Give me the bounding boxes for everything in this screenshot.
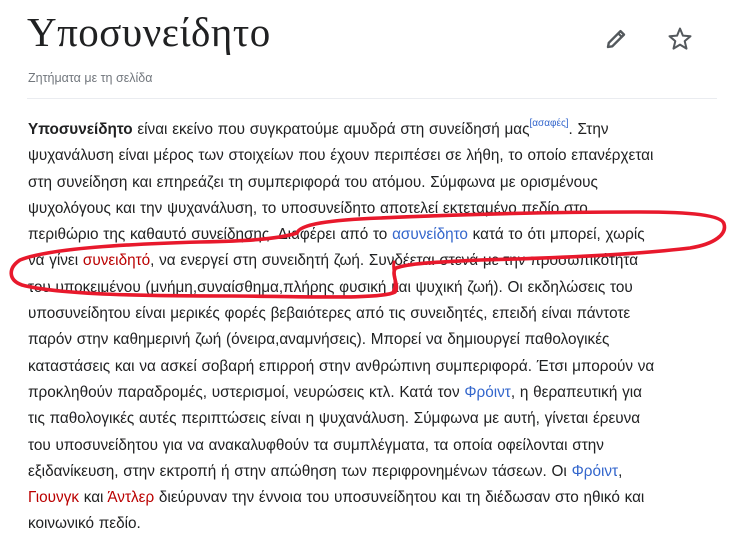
article-text: και	[79, 489, 108, 507]
article-line: κοινωνικό πεδίο.	[28, 515, 141, 533]
article-line	[28, 222, 726, 248]
link-freud-2[interactable]: Φρόιντ	[571, 462, 619, 480]
article-text: εξιδανίκευση, στην εκτροπή ή στην απώθηση των περιφρονημένων τάσεων. Οι	[28, 462, 572, 480]
article-line: του υποσυνείδητου για να ανακαλυφθούν τα συμπλέγματα, τα οποία οφείλονται στην	[28, 436, 604, 454]
article-text: . Στην	[568, 121, 609, 138]
article-line: υποσυνείδητου είναι μερικές φορές βεβαιότερες από τις συνειδητές, επειδή είναι πάντοτε	[28, 305, 631, 323]
article-text: , να ενεργεί στη συνειδητή ζωή. Συνδέεται στενά με την προσωπικότητα	[150, 252, 639, 270]
article-line: παρόν στην καθημερινή ζωή (όνειρα,αναμνήσεις). Μπορεί να δημιουργεί παθολογικές	[28, 331, 610, 349]
article-line: καταστάσεις και να ασκεί σοβαρή επιρροή στην ανθρώπινη συμπεριφορά. Έτσι μπορούν να	[28, 357, 655, 375]
article-line	[28, 380, 726, 406]
link-jung[interactable]: Γιουνγκ	[28, 489, 79, 507]
article-term: Υποσυνείδητο	[28, 121, 133, 138]
article-text: προκληθούν παραδρομές, υστερισμοί, νευρώσεις κτλ. Κατά τον	[28, 383, 465, 401]
article-body	[28, 117, 726, 538]
article-text: ,	[618, 462, 623, 480]
article-line: ψυχανάλυση είναι μέρος των στοιχείων που έχουν περιπέσει σε λήθη, το οποίο επανέρχεται	[28, 147, 654, 165]
page-title: Υποσυνείδητο	[27, 9, 271, 55]
star-icon	[665, 24, 695, 54]
article-text: κατά το ότι μπορεί, χωρίς	[467, 226, 645, 244]
edit-button[interactable]	[601, 24, 631, 54]
article-line: στη συνείδηση και επηρεάζει τη συμπεριφορά του ατόμου. Σύμφωνα με ορισμένους	[28, 173, 598, 191]
article-text: περιθώριο της καθαυτό συνείδησης. Διαφέρει από το	[28, 226, 393, 244]
link-conscious[interactable]: συνειδητό	[82, 252, 151, 270]
article-text: να γίνει	[28, 252, 83, 270]
article-line	[28, 117, 726, 143]
link-freud[interactable]: Φρόιντ	[464, 383, 511, 401]
article-line: του υποκειμένου (μνήμη,συναίσθημα,πλήρης φυσική και ψυχική ζωή). Οι εκδηλώσεις του	[28, 278, 633, 296]
article-line	[28, 248, 726, 274]
header-divider	[27, 98, 717, 99]
pencil-icon	[601, 24, 631, 54]
article-text: διεύρυναν την έννοια του υποσυνείδητου και τη διέδωσαν στο ηθικό και	[154, 489, 645, 507]
article-line	[28, 485, 726, 511]
link-unconscious[interactable]: ασυνείδητο	[392, 226, 468, 244]
article-text: είναι εκείνο που συγκρατούμε αμυδρά στη συνείδησή μας	[132, 121, 530, 138]
page-issues-link[interactable]: Ζητήματα με τη σελίδα	[28, 71, 153, 85]
article-line: τις παθολογικές αυτές περιπτώσεις είναι η ψυχανάλυση. Σύμφωνα με αυτή, γίνεται έρευνα	[28, 410, 641, 428]
watch-star-button[interactable]	[665, 24, 695, 54]
article-line: ψυχολόγους και την ψυχανάλυση, το υποσυνείδητο αποτελεί εκτεταμένο πεδίο στο	[28, 199, 588, 217]
article-line	[28, 459, 726, 485]
link-adler[interactable]: Άντλερ	[107, 489, 155, 507]
article-text: , η θεραπευτική για	[510, 383, 642, 401]
clarification-note-link[interactable]: [ασαφές]	[529, 117, 569, 129]
